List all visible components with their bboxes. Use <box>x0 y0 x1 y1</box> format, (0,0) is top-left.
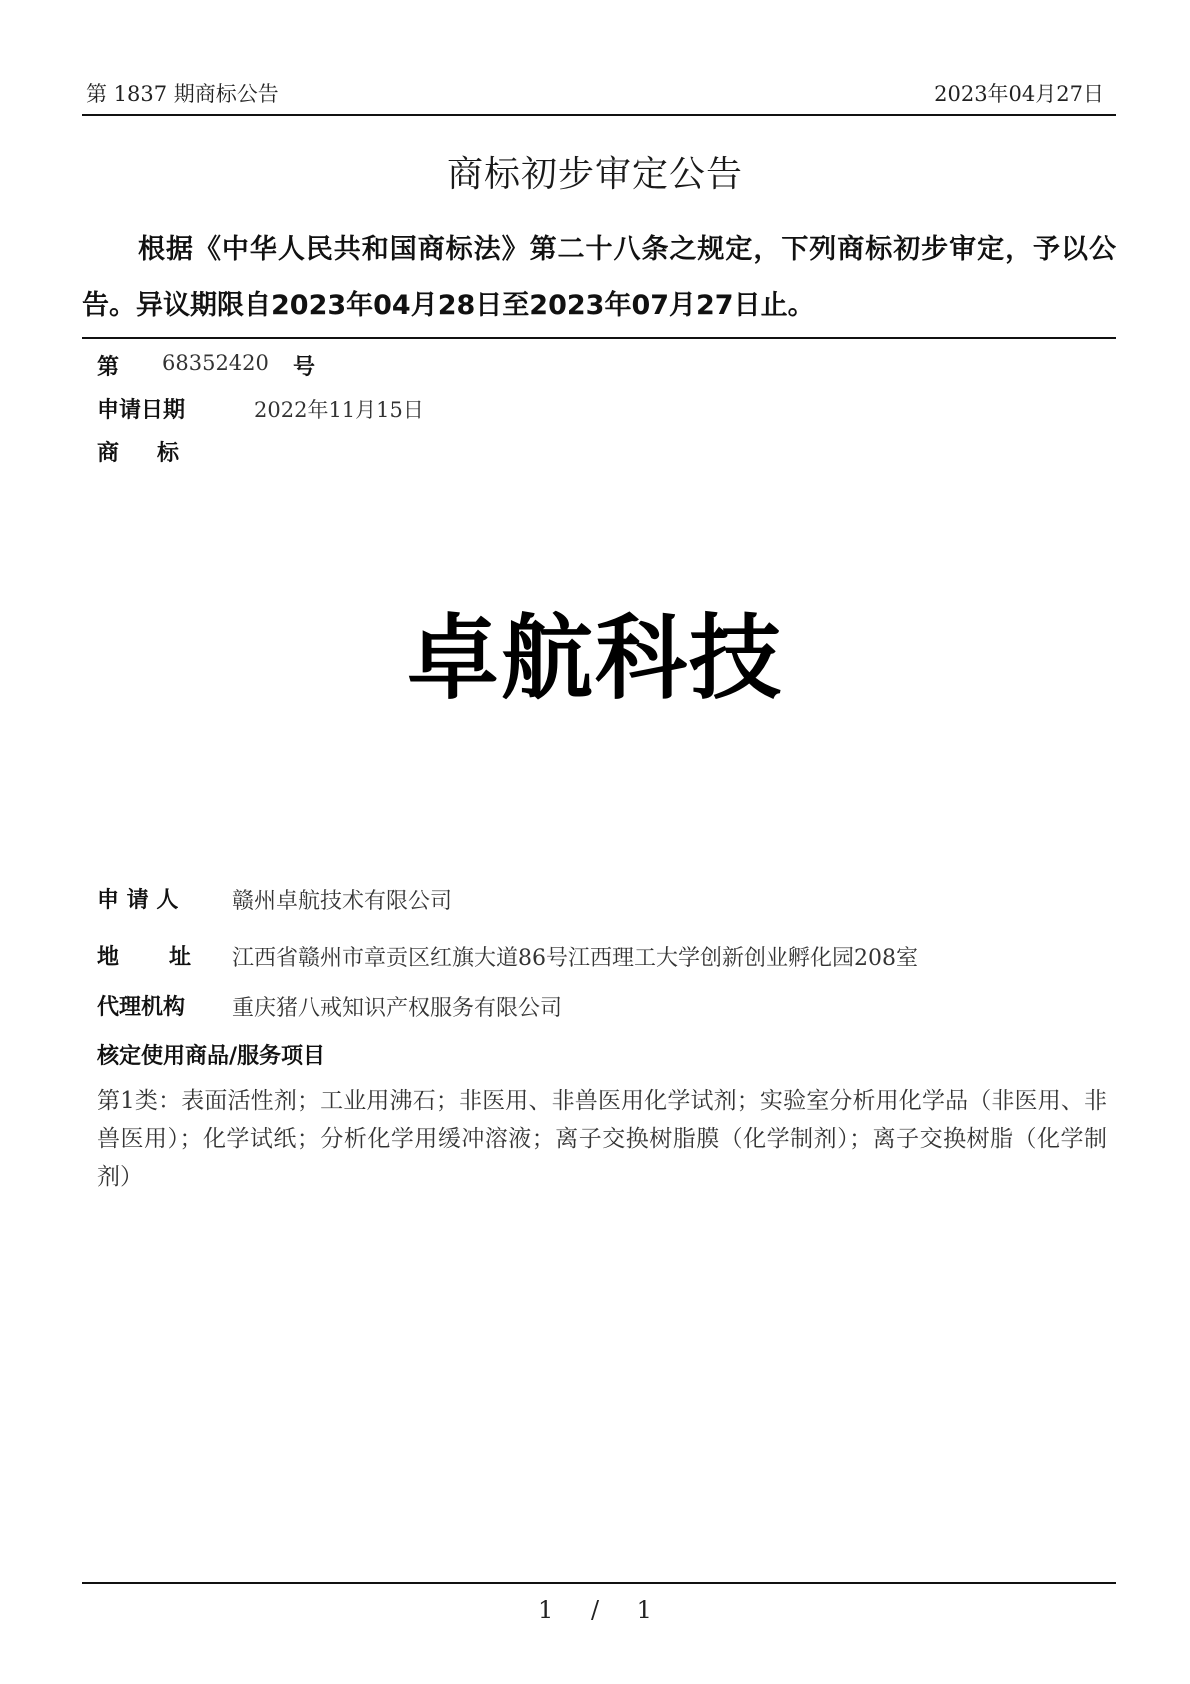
intro-divider <box>82 337 1116 339</box>
applicant-address: 江西省赣州市章贡区红旗大道86号江西理工大学创新创业孵化园208室 <box>232 946 918 971</box>
trademark-label: 商 标 <box>97 441 188 466</box>
application-date: 2022年11月15日 <box>254 398 424 422</box>
goods-services-label: 核定使用商品/服务项目 <box>97 1044 326 1069</box>
page-number: 1 / 1 <box>538 1596 652 1624</box>
header-divider <box>82 114 1116 116</box>
announcement-intro: 根据《中华人民共和国商标法》第二十八条之规定，下列商标初步审定，予以公告。异议期限自2023年04月28日至2023年07月27日止。 <box>82 234 1116 321</box>
applicant-label: 申 请 人 <box>97 888 179 913</box>
footer-divider <box>82 1582 1116 1584</box>
trademark-text: 卓航科技 <box>406 605 783 712</box>
publication-date: 2023年04月27日 <box>934 82 1104 106</box>
reg-number-suffix: 号 <box>293 355 316 380</box>
address-label: 地 址 <box>97 945 206 970</box>
agent-name: 重庆猪八戒知识产权服务有限公司 <box>232 996 563 1021</box>
application-date-label: 申请日期 <box>97 398 186 423</box>
issue-number: 第 1837 期商标公告 <box>86 82 279 106</box>
reg-number: 68352420 <box>162 351 269 375</box>
goods-services-list: 第1类：表面活性剂；工业用沸石；非医用、非兽医用化学试剂；实验室分析用化学品（非医用、非兽医用）；化学试纸；分析化学用缓冲溶液；离子交换树脂膜（化学制剂）；离子交换树脂（化学制剂） <box>97 1088 1107 1190</box>
reg-number-prefix: 第 <box>97 355 120 380</box>
applicant-name: 赣州卓航技术有限公司 <box>232 889 453 914</box>
page-title: 商标初步审定公告 <box>446 154 743 195</box>
agent-label: 代理机构 <box>97 995 186 1020</box>
